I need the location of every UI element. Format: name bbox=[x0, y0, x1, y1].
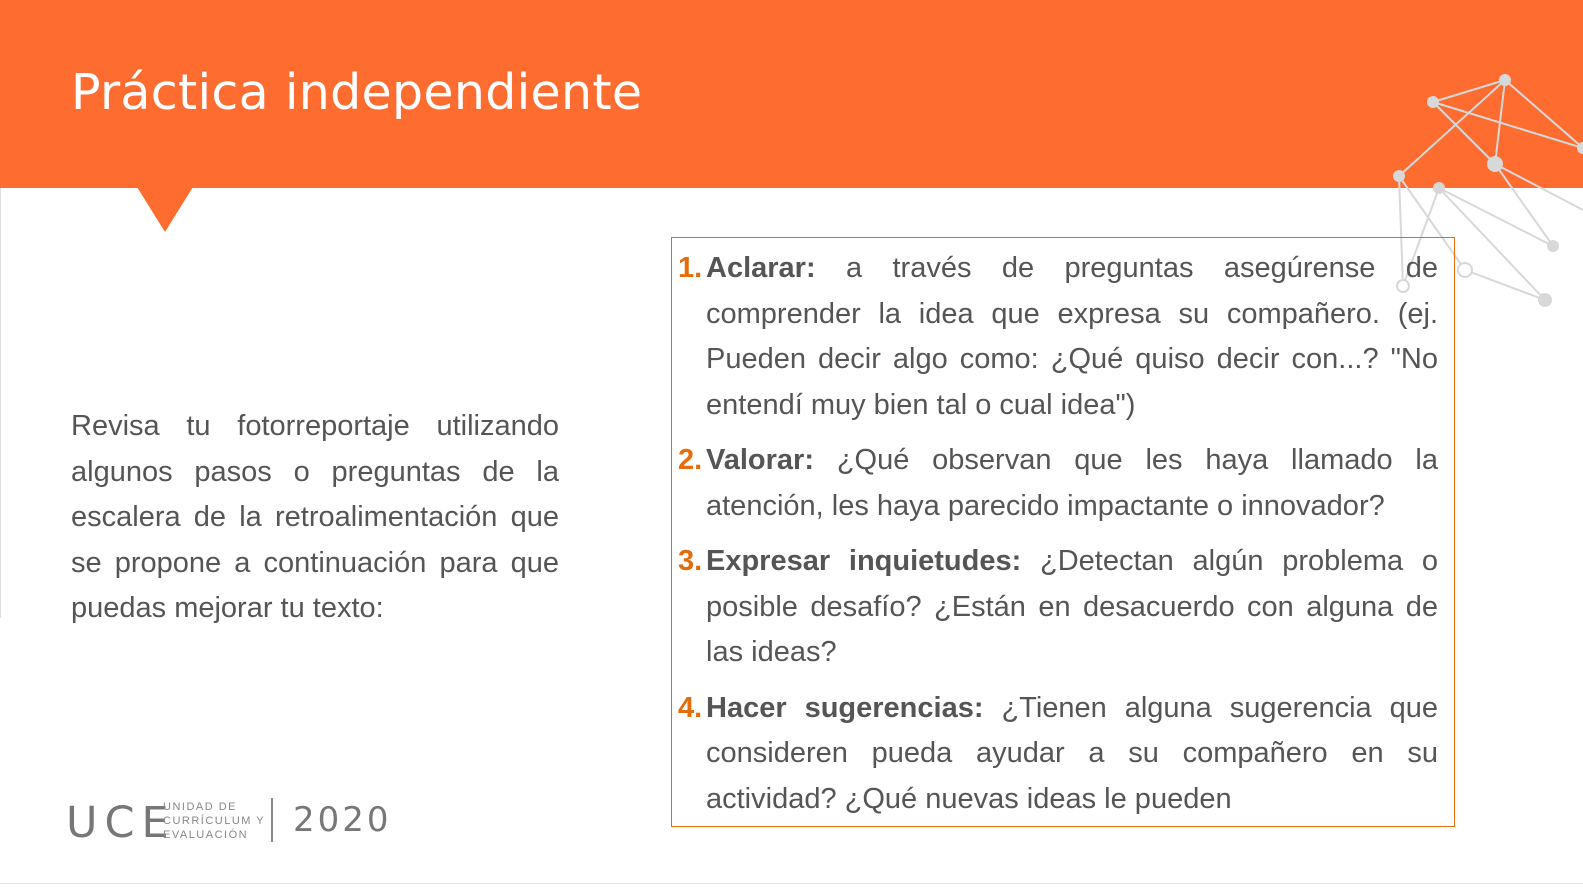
list-item bbox=[678, 686, 1438, 823]
step-number: 2. bbox=[678, 444, 703, 476]
intro-paragraph: Revisa tu fotorreportaje utilizando algunos pasos o preguntas de la escalera de la retroalimentación que se propone a continuación para que puedas mejorar tu texto: bbox=[71, 410, 559, 624]
step-term: Valorar: bbox=[706, 444, 814, 476]
logo-separator bbox=[271, 798, 273, 842]
feedback-steps-list bbox=[678, 246, 1438, 832]
step-number: 1. bbox=[678, 252, 703, 284]
left-divider bbox=[0, 188, 1, 618]
list-item bbox=[678, 246, 1438, 428]
title-banner bbox=[0, 0, 1583, 188]
step-term: Expresar inquietudes: bbox=[706, 545, 1022, 577]
step-term: Hacer sugerencias: bbox=[706, 691, 984, 724]
logo-line: EVALUACIÓN bbox=[163, 829, 249, 841]
list-item bbox=[678, 539, 1438, 676]
slide-title: Práctica independiente bbox=[71, 64, 643, 121]
step-number: 4. bbox=[678, 691, 703, 724]
step-text: a través de preguntas asegúrense de comprender la idea que expresa su compañero. (ej. Pueden decir algo como: ¿Qué quiso decir con...? "No entendí muy bien tal o cual idea") bbox=[706, 252, 1438, 421]
step-text: ¿Detectan algún problema o posible desafío? ¿Están en desacuerdo con alguna de las ideas? bbox=[706, 545, 1439, 668]
footer-year: 2020 bbox=[293, 800, 392, 840]
logo-letters: UCE bbox=[66, 798, 176, 848]
logo-line: UNIDAD DE bbox=[163, 801, 238, 813]
step-term: Aclarar: bbox=[706, 252, 816, 284]
list-item bbox=[678, 438, 1438, 529]
logo-unit-name bbox=[163, 800, 265, 842]
logo-line: CURRÍCULUM Y bbox=[163, 815, 266, 827]
step-text: ¿Tienen alguna sugerencia que consideren pueda ayudar a su compañero en su actividad? ¿Qué nuevas ideas le pueden bbox=[706, 691, 1438, 815]
step-number: 3. bbox=[678, 545, 703, 577]
step-text: ¿Qué observan que les haya llamado la atención, les haya parecido impactante o innovador? bbox=[706, 444, 1438, 522]
banner-pointer bbox=[137, 187, 193, 232]
bottom-divider bbox=[0, 883, 1583, 884]
